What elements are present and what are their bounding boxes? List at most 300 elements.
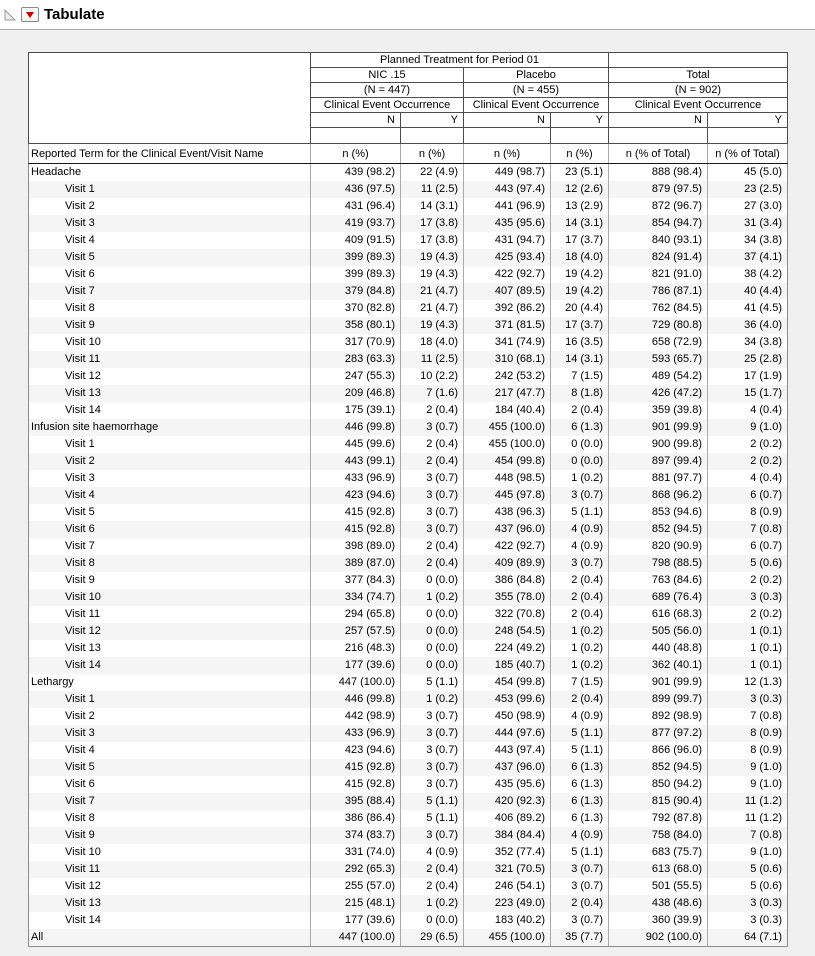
value-cell: 853 (94.6) — [609, 504, 708, 521]
value-cell: 14 (3.1) — [551, 215, 609, 232]
value-cell: 2 (0.4) — [401, 453, 464, 470]
value-cell: 177 (39.6) — [311, 912, 401, 929]
table-row — [29, 725, 788, 742]
value-cell: 446 (99.8) — [311, 691, 401, 708]
row-label-cell: Visit 11 — [29, 861, 311, 878]
value-cell: 17 (3.8) — [401, 215, 464, 232]
row-label-cell: Visit 14 — [29, 402, 311, 419]
row-label-cell: Visit 2 — [29, 453, 311, 470]
value-cell: 415 (92.8) — [311, 504, 401, 521]
table-row — [29, 640, 788, 657]
table-row — [29, 402, 788, 419]
group-n-nic: (N = 447) — [311, 83, 464, 98]
value-cell: 215 (48.1) — [311, 895, 401, 912]
table-row — [29, 470, 788, 487]
value-cell: 5 (1.1) — [401, 810, 464, 827]
value-cell: 223 (49.0) — [464, 895, 551, 912]
header-row-stats — [29, 144, 788, 164]
value-cell: 3 (0.7) — [401, 742, 464, 759]
value-cell: 6 (0.7) — [708, 487, 788, 504]
value-cell: 1 (0.1) — [708, 640, 788, 657]
value-cell: 0 (0.0) — [401, 623, 464, 640]
value-cell: 613 (68.0) — [609, 861, 708, 878]
treatment-span-empty — [609, 53, 788, 68]
row-label-cell: Visit 4 — [29, 742, 311, 759]
value-cell: 5 (1.1) — [551, 725, 609, 742]
value-cell: 409 (91.5) — [311, 232, 401, 249]
value-cell: 444 (97.6) — [464, 725, 551, 742]
row-label-cell: Visit 12 — [29, 878, 311, 895]
value-cell: 2 (0.4) — [551, 606, 609, 623]
value-cell: 37 (4.1) — [708, 249, 788, 266]
value-cell: 2 (0.4) — [551, 691, 609, 708]
row-label-cell: Visit 13 — [29, 895, 311, 912]
row-label-cell: Visit 14 — [29, 657, 311, 674]
occurrence-header-placebo: Clinical Event Occurrence — [464, 98, 609, 113]
disclosure-triangle-icon[interactable] — [3, 8, 17, 22]
value-cell: 689 (76.4) — [609, 589, 708, 606]
row-label-cell: Visit 6 — [29, 266, 311, 283]
value-cell: 379 (84.8) — [311, 283, 401, 300]
ny-header: Y — [401, 113, 464, 128]
value-cell: 449 (98.7) — [464, 164, 551, 182]
value-cell: 0 (0.0) — [401, 640, 464, 657]
value-cell: 35 (7.7) — [551, 929, 609, 947]
row-label-cell: Visit 8 — [29, 555, 311, 572]
table-row — [29, 300, 788, 317]
value-cell: 40 (4.4) — [708, 283, 788, 300]
value-cell: 310 (68.1) — [464, 351, 551, 368]
table-row — [29, 317, 788, 334]
value-cell: 821 (91.0) — [609, 266, 708, 283]
value-cell: 850 (94.2) — [609, 776, 708, 793]
value-cell: 248 (54.5) — [464, 623, 551, 640]
value-cell: 15 (1.7) — [708, 385, 788, 402]
table-row — [29, 606, 788, 623]
red-triangle-icon — [25, 11, 35, 19]
value-cell: 758 (84.0) — [609, 827, 708, 844]
value-cell: 4 (0.9) — [551, 708, 609, 725]
value-cell: 1 (0.2) — [401, 589, 464, 606]
row-label-cell: Visit 12 — [29, 623, 311, 640]
value-cell: 900 (99.8) — [609, 436, 708, 453]
occurrence-header-total: Clinical Event Occurrence — [609, 98, 788, 113]
row-label-cell: Visit 9 — [29, 827, 311, 844]
row-label-cell: Visit 7 — [29, 283, 311, 300]
stat-header: n (% of Total) — [609, 144, 708, 164]
value-cell: 1 (0.1) — [708, 657, 788, 674]
value-cell: 389 (87.0) — [311, 555, 401, 572]
table-row — [29, 589, 788, 606]
value-cell: 1 (0.2) — [551, 657, 609, 674]
value-cell: 3 (0.7) — [401, 759, 464, 776]
table-row — [29, 215, 788, 232]
row-label-cell: Visit 5 — [29, 759, 311, 776]
group-header-placebo: Placebo — [464, 68, 609, 83]
value-cell: 443 (97.4) — [464, 742, 551, 759]
value-cell: 4 (0.9) — [401, 844, 464, 861]
value-cell: 406 (89.2) — [464, 810, 551, 827]
table-row — [29, 504, 788, 521]
table-row — [29, 283, 788, 300]
value-cell: 38 (4.2) — [708, 266, 788, 283]
value-cell: 854 (94.7) — [609, 215, 708, 232]
value-cell: 17 (1.9) — [708, 368, 788, 385]
value-cell: 852 (94.5) — [609, 759, 708, 776]
value-cell: 419 (93.7) — [311, 215, 401, 232]
value-cell: 2 (0.4) — [401, 402, 464, 419]
value-cell: 6 (1.3) — [551, 759, 609, 776]
value-cell: 407 (89.5) — [464, 283, 551, 300]
row-label-cell: Headache — [29, 164, 311, 182]
value-cell: 184 (40.4) — [464, 402, 551, 419]
value-cell: 505 (56.0) — [609, 623, 708, 640]
value-cell: 415 (92.8) — [311, 521, 401, 538]
row-label-cell: Visit 2 — [29, 708, 311, 725]
value-cell: 6 (1.3) — [551, 810, 609, 827]
table-row — [29, 453, 788, 470]
value-cell: 247 (55.3) — [311, 368, 401, 385]
value-cell: 19 (4.3) — [401, 266, 464, 283]
value-cell: 435 (95.6) — [464, 776, 551, 793]
value-cell: 824 (91.4) — [609, 249, 708, 266]
value-cell: 31 (3.4) — [708, 215, 788, 232]
row-label-cell: Visit 9 — [29, 572, 311, 589]
group-n-total: (N = 902) — [609, 83, 788, 98]
row-label-cell: Visit 13 — [29, 385, 311, 402]
value-cell: 901 (99.9) — [609, 674, 708, 691]
value-cell: 820 (90.9) — [609, 538, 708, 555]
table-row — [29, 742, 788, 759]
value-cell: 593 (65.7) — [609, 351, 708, 368]
value-cell: 425 (93.4) — [464, 249, 551, 266]
value-cell: 5 (1.1) — [401, 793, 464, 810]
table-row — [29, 538, 788, 555]
table-row — [29, 810, 788, 827]
value-cell: 294 (65.8) — [311, 606, 401, 623]
value-cell: 41 (4.5) — [708, 300, 788, 317]
ny-header: N — [464, 113, 551, 128]
red-triangle-menu-button[interactable] — [21, 7, 39, 22]
value-cell: 16 (3.5) — [551, 334, 609, 351]
value-cell: 2 (0.4) — [401, 878, 464, 895]
value-cell: 3 (0.7) — [401, 708, 464, 725]
value-cell: 358 (80.1) — [311, 317, 401, 334]
value-cell: 19 (4.2) — [551, 266, 609, 283]
value-cell: 899 (99.7) — [609, 691, 708, 708]
value-cell: 852 (94.5) — [609, 521, 708, 538]
value-cell: 437 (96.0) — [464, 521, 551, 538]
value-cell: 0 (0.0) — [401, 572, 464, 589]
table-row — [29, 793, 788, 810]
value-cell: 399 (89.3) — [311, 266, 401, 283]
value-cell: 392 (86.2) — [464, 300, 551, 317]
value-cell: 21 (4.7) — [401, 300, 464, 317]
value-cell: 455 (100.0) — [464, 436, 551, 453]
value-cell: 868 (96.2) — [609, 487, 708, 504]
value-cell: 3 (0.7) — [551, 861, 609, 878]
value-cell: 257 (57.5) — [311, 623, 401, 640]
value-cell: 2 (0.4) — [551, 589, 609, 606]
value-cell: 23 (2.5) — [708, 181, 788, 198]
value-cell: 175 (39.1) — [311, 402, 401, 419]
value-cell: 3 (0.7) — [551, 487, 609, 504]
value-cell: 8 (1.8) — [551, 385, 609, 402]
value-cell: 1 (0.1) — [708, 623, 788, 640]
group-header-nic: NIC .15 — [311, 68, 464, 83]
outline-title-bar — [0, 0, 815, 30]
table-row — [29, 419, 788, 436]
value-cell: 9 (1.0) — [708, 419, 788, 436]
table-row — [29, 181, 788, 198]
value-cell: 216 (48.3) — [311, 640, 401, 657]
table-row — [29, 334, 788, 351]
row-label-cell: Visit 11 — [29, 606, 311, 623]
value-cell: 2 (0.4) — [401, 555, 464, 572]
value-cell: 374 (83.7) — [311, 827, 401, 844]
value-cell: 317 (70.9) — [311, 334, 401, 351]
value-cell: 435 (95.6) — [464, 215, 551, 232]
value-cell: 386 (86.4) — [311, 810, 401, 827]
group-header-total: Total — [609, 68, 788, 83]
value-cell: 4 (0.9) — [551, 538, 609, 555]
value-cell: 2 (0.2) — [708, 572, 788, 589]
value-cell: 0 (0.0) — [401, 606, 464, 623]
value-cell: 892 (98.9) — [609, 708, 708, 725]
value-cell: 6 (1.3) — [551, 793, 609, 810]
value-cell: 331 (74.0) — [311, 844, 401, 861]
value-cell: 7 (0.8) — [708, 521, 788, 538]
row-label-cell: Visit 13 — [29, 640, 311, 657]
value-cell: 446 (99.8) — [311, 419, 401, 436]
value-cell: 763 (84.6) — [609, 572, 708, 589]
value-cell: 370 (82.8) — [311, 300, 401, 317]
table-row — [29, 436, 788, 453]
value-cell: 415 (92.8) — [311, 776, 401, 793]
value-cell: 34 (3.8) — [708, 232, 788, 249]
row-label-cell: Visit 3 — [29, 470, 311, 487]
value-cell: 242 (53.2) — [464, 368, 551, 385]
value-cell: 360 (39.9) — [609, 912, 708, 929]
row-label-cell: Visit 6 — [29, 521, 311, 538]
value-cell: 13 (2.9) — [551, 198, 609, 215]
value-cell: 786 (87.1) — [609, 283, 708, 300]
value-cell: 815 (90.4) — [609, 793, 708, 810]
value-cell: 14 (3.1) — [551, 351, 609, 368]
value-cell: 455 (100.0) — [464, 419, 551, 436]
value-cell: 355 (78.0) — [464, 589, 551, 606]
ny-header: Y — [708, 113, 788, 128]
value-cell: 64 (7.1) — [708, 929, 788, 947]
value-cell: 439 (98.2) — [311, 164, 401, 182]
header-row-treatment — [29, 53, 788, 68]
value-cell: 0 (0.0) — [401, 912, 464, 929]
value-cell: 395 (88.4) — [311, 793, 401, 810]
row-label-cell: Visit 2 — [29, 198, 311, 215]
stat-header: n (%) — [551, 144, 609, 164]
row-label-cell: Visit 5 — [29, 249, 311, 266]
value-cell: 489 (54.2) — [609, 368, 708, 385]
value-cell: 420 (92.3) — [464, 793, 551, 810]
value-cell: 5 (1.1) — [401, 674, 464, 691]
value-cell: 183 (40.2) — [464, 912, 551, 929]
table-row — [29, 351, 788, 368]
value-cell: 3 (0.7) — [401, 419, 464, 436]
value-cell: 255 (57.0) — [311, 878, 401, 895]
table-row — [29, 249, 788, 266]
row-label-cell: Visit 14 — [29, 912, 311, 929]
value-cell: 17 (3.7) — [551, 317, 609, 334]
ny-header: Y — [551, 113, 609, 128]
value-cell: 415 (92.8) — [311, 759, 401, 776]
value-cell: 3 (0.3) — [708, 691, 788, 708]
value-cell: 11 (2.5) — [401, 351, 464, 368]
value-cell: 2 (0.2) — [708, 453, 788, 470]
treatment-span-header: Planned Treatment for Period 01 — [311, 53, 609, 68]
value-cell: 2 (0.4) — [401, 436, 464, 453]
table-row — [29, 844, 788, 861]
value-cell: 334 (74.7) — [311, 589, 401, 606]
value-cell: 352 (77.4) — [464, 844, 551, 861]
value-cell: 7 (0.8) — [708, 708, 788, 725]
row-label-cell: Visit 10 — [29, 844, 311, 861]
occurrence-header-nic: Clinical Event Occurrence — [311, 98, 464, 113]
value-cell: 433 (96.9) — [311, 470, 401, 487]
value-cell: 18 (4.0) — [551, 249, 609, 266]
stat-header: n (% of Total) — [708, 144, 788, 164]
value-cell: 19 (4.2) — [551, 283, 609, 300]
value-cell: 436 (97.5) — [311, 181, 401, 198]
value-cell: 3 (0.3) — [708, 589, 788, 606]
value-cell: 3 (0.7) — [551, 555, 609, 572]
value-cell: 658 (72.9) — [609, 334, 708, 351]
value-cell: 2 (0.2) — [708, 436, 788, 453]
stat-header: n (%) — [464, 144, 551, 164]
value-cell: 423 (94.6) — [311, 742, 401, 759]
value-cell: 398 (89.0) — [311, 538, 401, 555]
value-cell: 6 (1.3) — [551, 776, 609, 793]
value-cell: 11 (2.5) — [401, 181, 464, 198]
value-cell: 441 (96.9) — [464, 198, 551, 215]
table-row — [29, 657, 788, 674]
value-cell: 283 (63.3) — [311, 351, 401, 368]
value-cell: 7 (0.8) — [708, 827, 788, 844]
value-cell: 423 (94.6) — [311, 487, 401, 504]
value-cell: 443 (99.1) — [311, 453, 401, 470]
stat-header: n (%) — [311, 144, 401, 164]
value-cell: 5 (1.1) — [551, 742, 609, 759]
value-cell: 2 (0.4) — [401, 861, 464, 878]
value-cell: 17 (3.8) — [401, 232, 464, 249]
value-cell: 9 (1.0) — [708, 776, 788, 793]
value-cell: 9 (1.0) — [708, 759, 788, 776]
table-row — [29, 759, 788, 776]
row-label-cell: Visit 1 — [29, 181, 311, 198]
value-cell: 25 (2.8) — [708, 351, 788, 368]
value-cell: 7 (1.5) — [551, 368, 609, 385]
table-row — [29, 708, 788, 725]
value-cell: 3 (0.7) — [401, 487, 464, 504]
table-body — [29, 164, 788, 947]
value-cell: 224 (49.2) — [464, 640, 551, 657]
value-cell: 438 (48.6) — [609, 895, 708, 912]
value-cell: 1 (0.2) — [401, 691, 464, 708]
value-cell: 443 (97.4) — [464, 181, 551, 198]
table-row — [29, 827, 788, 844]
row-label-cell: Lethargy — [29, 674, 311, 691]
table-row — [29, 572, 788, 589]
value-cell: 448 (98.5) — [464, 470, 551, 487]
value-cell: 3 (0.7) — [401, 725, 464, 742]
value-cell: 246 (54.1) — [464, 878, 551, 895]
value-cell: 447 (100.0) — [311, 674, 401, 691]
value-cell: 18 (4.0) — [401, 334, 464, 351]
value-cell: 36 (4.0) — [708, 317, 788, 334]
value-cell: 3 (0.7) — [551, 912, 609, 929]
value-cell: 5 (1.1) — [551, 844, 609, 861]
value-cell: 438 (96.3) — [464, 504, 551, 521]
table-row — [29, 164, 788, 182]
row-label-cell: Infusion site haemorrhage — [29, 419, 311, 436]
row-label-cell: Visit 8 — [29, 300, 311, 317]
table-row — [29, 385, 788, 402]
table-row — [29, 776, 788, 793]
value-cell: 2 (0.4) — [551, 572, 609, 589]
value-cell: 454 (99.8) — [464, 453, 551, 470]
row-label-cell: Visit 10 — [29, 589, 311, 606]
value-cell: 447 (100.0) — [311, 929, 401, 947]
row-label-cell: Visit 9 — [29, 317, 311, 334]
value-cell: 453 (99.6) — [464, 691, 551, 708]
value-cell: 901 (99.9) — [609, 419, 708, 436]
value-cell: 888 (98.4) — [609, 164, 708, 182]
value-cell: 9 (1.0) — [708, 844, 788, 861]
value-cell: 3 (0.3) — [708, 895, 788, 912]
value-cell: 371 (81.5) — [464, 317, 551, 334]
value-cell: 798 (88.5) — [609, 555, 708, 572]
value-cell: 872 (96.7) — [609, 198, 708, 215]
value-cell: 34 (3.8) — [708, 334, 788, 351]
table-row — [29, 878, 788, 895]
value-cell: 877 (97.2) — [609, 725, 708, 742]
row-label-cell: Visit 3 — [29, 725, 311, 742]
value-cell: 2 (0.4) — [401, 538, 464, 555]
value-cell: 501 (55.5) — [609, 878, 708, 895]
value-cell: 23 (5.1) — [551, 164, 609, 182]
value-cell: 902 (100.0) — [609, 929, 708, 947]
value-cell: 19 (4.3) — [401, 249, 464, 266]
value-cell: 8 (0.9) — [708, 742, 788, 759]
row-label-cell: Visit 8 — [29, 810, 311, 827]
value-cell: 0 (0.0) — [401, 657, 464, 674]
value-cell: 8 (0.9) — [708, 504, 788, 521]
value-cell: 5 (0.6) — [708, 555, 788, 572]
table-row — [29, 232, 788, 249]
value-cell: 8 (0.9) — [708, 725, 788, 742]
table-row — [29, 198, 788, 215]
value-cell: 5 (0.6) — [708, 861, 788, 878]
value-cell: 3 (0.7) — [401, 521, 464, 538]
stat-header: n (%) — [401, 144, 464, 164]
value-cell: 5 (1.1) — [551, 504, 609, 521]
group-n-placebo: (N = 455) — [464, 83, 609, 98]
value-cell: 683 (75.7) — [609, 844, 708, 861]
header-corner-cell — [29, 53, 311, 144]
value-cell: 7 (1.5) — [551, 674, 609, 691]
value-cell: 3 (0.7) — [401, 504, 464, 521]
value-cell: 4 (0.9) — [551, 521, 609, 538]
row-label-cell: Visit 1 — [29, 691, 311, 708]
